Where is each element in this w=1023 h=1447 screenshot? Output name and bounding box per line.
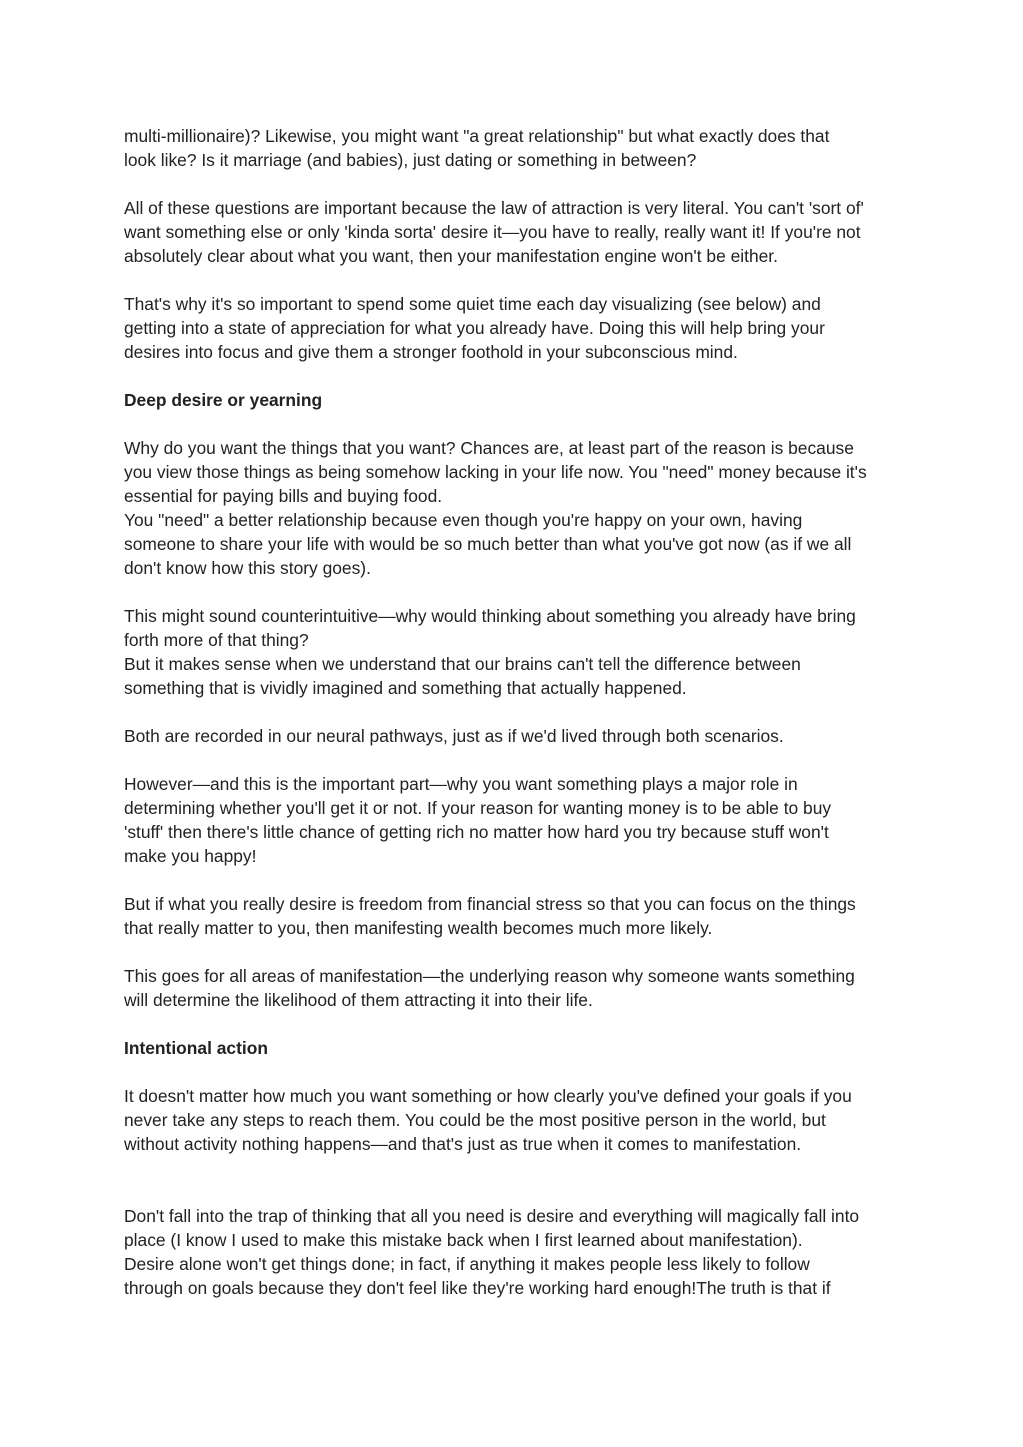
text-line: that really matter to you, then manifesting wealth becomes much more likely. <box>124 918 713 938</box>
text-line: don't know how this story goes). <box>124 558 371 578</box>
text-line: Don't fall into the trap of thinking that all you need is desire and everything will magically fall into <box>124 1206 860 1226</box>
text-line: through on goals because they don't feel like they're working hard enough!The truth is that if <box>124 1278 831 1298</box>
text-line: will determine the likelihood of them attracting it into their life. <box>124 990 593 1010</box>
text-line: This might sound counterintuitive—why would thinking about something you already have bring <box>124 606 856 626</box>
body-paragraph <box>124 196 904 268</box>
text-line: getting into a state of appreciation for what you already have. Doing this will help bring your <box>124 318 825 338</box>
body-paragraph <box>124 124 904 172</box>
body-paragraph <box>124 724 904 748</box>
text-line: Both are recorded in our neural pathways, just as if we'd lived through both scenarios. <box>124 726 784 746</box>
text-line: forth more of that thing? <box>124 630 309 650</box>
text-line: place (I know I used to make this mistake back when I first learned about manifestation). <box>124 1230 803 1250</box>
body-paragraph <box>124 604 904 700</box>
text-line: But it makes sense when we understand that our brains can't tell the difference between <box>124 654 801 674</box>
text-line: But if what you really desire is freedom from financial stress so that you can focus on the things <box>124 894 856 914</box>
body-paragraph <box>124 292 904 364</box>
text-line: This goes for all areas of manifestation—the underlying reason why someone wants something <box>124 966 855 986</box>
text-line: Why do you want the things that you want? Chances are, at least part of the reason is because <box>124 438 854 458</box>
body-paragraph <box>124 772 904 868</box>
body-paragraph <box>124 436 904 580</box>
text-line: never take any steps to reach them. You could be the most positive person in the world, but <box>124 1110 826 1130</box>
text-line: Desire alone won't get things done; in fact, if anything it makes people less likely to follow <box>124 1254 810 1274</box>
body-paragraph <box>124 1204 904 1300</box>
text-line: 'stuff' then there's little chance of getting rich no matter how hard you try because stuff won't <box>124 822 829 842</box>
document-page <box>124 124 904 1324</box>
text-line: However—and this is the important part—why you want something plays a major role in <box>124 774 798 794</box>
text-line: make you happy! <box>124 846 257 866</box>
body-paragraph <box>124 892 904 940</box>
text-line: want something else or only 'kinda sorta' desire it—you have to really, really want it! If you're not <box>124 222 861 242</box>
text-line: absolutely clear about what you want, then your manifestation engine won't be either. <box>124 246 778 266</box>
body-paragraph <box>124 964 904 1012</box>
section-heading: Deep desire or yearning <box>124 390 323 410</box>
text-line: That's why it's so important to spend some quiet time each day visualizing (see below) and <box>124 294 821 314</box>
text-line: without activity nothing happens—and that's just as true when it comes to manifestation. <box>124 1134 802 1154</box>
text-line: multi-millionaire)? Likewise, you might want "a great relationship" but what exactly does that <box>124 126 830 146</box>
body-paragraph <box>124 1084 904 1156</box>
text-line: desires into focus and give them a stronger foothold in your subconscious mind. <box>124 342 738 362</box>
text-line: someone to share your life with would be so much better than what you've got now (as if we all <box>124 534 852 554</box>
text-line: something that is vividly imagined and something that actually happened. <box>124 678 687 698</box>
text-line: you view those things as being somehow lacking in your life now. You "need" money because it's <box>124 462 867 482</box>
text-line: You "need" a better relationship because even though you're happy on your own, having <box>124 510 803 530</box>
text-line: All of these questions are important because the law of attraction is very literal. You can't 'sort of' <box>124 198 864 218</box>
section-heading: Intentional action <box>124 1038 268 1058</box>
text-line: essential for paying bills and buying food. <box>124 486 443 506</box>
text-line: It doesn't matter how much you want something or how clearly you've defined your goals if you <box>124 1086 852 1106</box>
text-line: determining whether you'll get it or not. If your reason for wanting money is to be able to buy <box>124 798 832 818</box>
text-line: look like? Is it marriage (and babies), just dating or something in between? <box>124 150 697 170</box>
